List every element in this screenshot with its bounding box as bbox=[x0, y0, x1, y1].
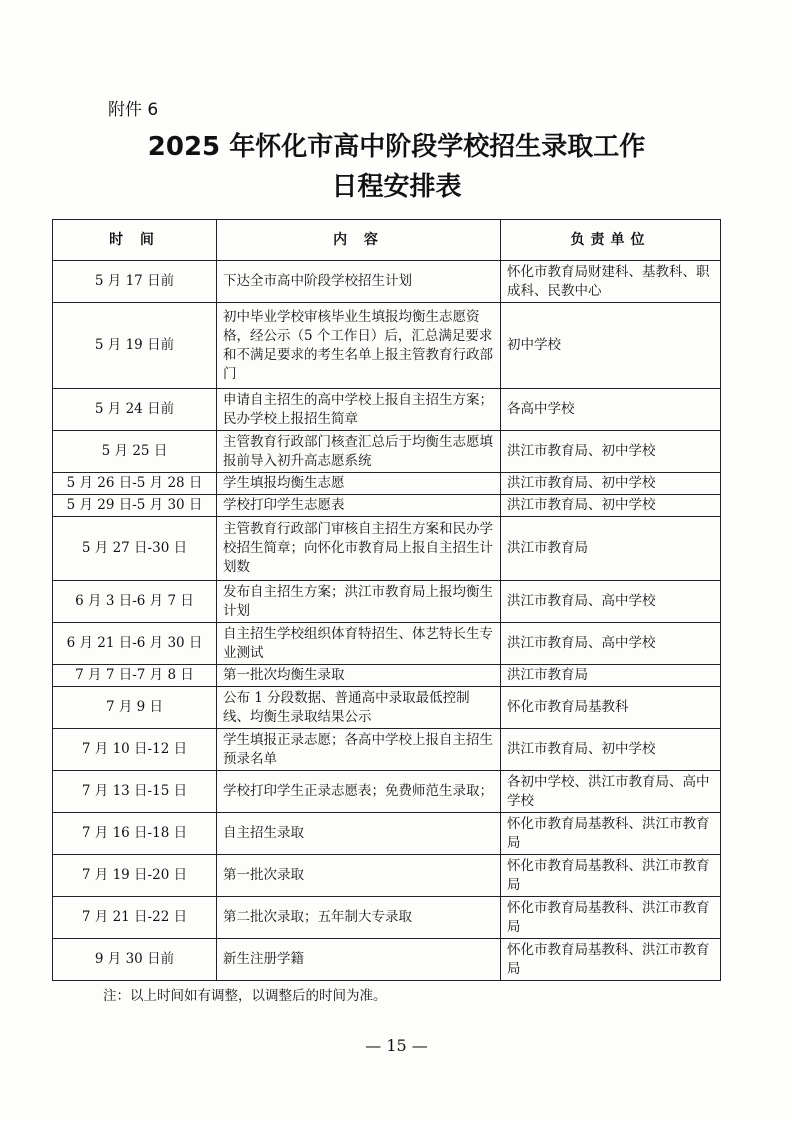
row-content: 主管教育行政部门核查汇总后于均衡生志愿填报前导入初升高志愿系统 bbox=[217, 431, 501, 473]
row-content: 申请自主招生的高中学校上报自主招生方案；民办学校上报招生简章 bbox=[217, 389, 501, 431]
row-unit: 洪江市教育局、初中学校 bbox=[501, 431, 721, 473]
row-content: 学校打印学生正录志愿表；免费师范生录取； bbox=[217, 771, 501, 813]
row-unit: 各高中学校 bbox=[501, 389, 721, 431]
row-unit: 洪江市教育局、初中学校 bbox=[501, 473, 721, 495]
row-unit: 怀化市教育局财建科、基教科、职成科、民教中心 bbox=[501, 261, 721, 303]
table-row bbox=[53, 729, 721, 771]
table-row bbox=[53, 495, 721, 517]
table-row bbox=[53, 581, 721, 623]
table-header-row bbox=[53, 220, 721, 261]
attachment-label: 附件 6 bbox=[108, 100, 159, 120]
row-content: 新生注册学籍 bbox=[217, 939, 501, 981]
row-time: 5 月 29 日-5 月 30 日 bbox=[53, 495, 217, 517]
row-content: 下达全市高中阶段学校招生计划 bbox=[217, 261, 501, 303]
row-time: 7 月 21 日-22 日 bbox=[53, 897, 217, 939]
table-row bbox=[53, 431, 721, 473]
row-content: 发布自主招生方案；洪江市教育局上报均衡生计划 bbox=[217, 581, 501, 623]
row-time: 7 月 7 日-7 月 8 日 bbox=[53, 665, 217, 687]
row-time: 7 月 13 日-15 日 bbox=[53, 771, 217, 813]
row-time: 5 月 26 日-5 月 28 日 bbox=[53, 473, 217, 495]
row-content: 自主招生录取 bbox=[217, 813, 501, 855]
table-row bbox=[53, 665, 721, 687]
row-content: 学校打印学生志愿表 bbox=[217, 495, 501, 517]
row-unit: 各初中学校、洪江市教育局、高中学校 bbox=[501, 771, 721, 813]
table-row bbox=[53, 897, 721, 939]
row-unit: 初中学校 bbox=[501, 303, 721, 389]
row-content: 第一批次均衡生录取 bbox=[217, 665, 501, 687]
row-unit: 怀化市教育局基教科、洪江市教育局 bbox=[501, 897, 721, 939]
row-time: 7 月 19 日-20 日 bbox=[53, 855, 217, 897]
table-row bbox=[53, 939, 721, 981]
row-content: 公布 1 分段数据、普通高中录取最低控制线、均衡生录取结果公示 bbox=[217, 687, 501, 729]
page-number: — 15 — bbox=[365, 1036, 428, 1055]
row-unit: 怀化市教育局基教科 bbox=[501, 687, 721, 729]
row-unit: 洪江市教育局 bbox=[501, 665, 721, 687]
row-content: 第一批次录取 bbox=[217, 855, 501, 897]
row-time: 9 月 30 日前 bbox=[53, 939, 217, 981]
table-row bbox=[53, 517, 721, 581]
row-unit: 洪江市教育局 bbox=[501, 517, 721, 581]
table-row bbox=[53, 813, 721, 855]
document-title-line1: 2025 年怀化市高中阶段学校招生录取工作 bbox=[147, 132, 646, 162]
row-time: 5 月 19 日前 bbox=[53, 303, 217, 389]
row-content: 初中毕业学校审核毕业生填报均衡生志愿资格，经公示（5 个工作日）后，汇总满足要求和不满足要求的考生名单上报主管教育行政部门 bbox=[217, 303, 501, 389]
row-unit: 怀化市教育局基教科、洪江市教育局 bbox=[501, 813, 721, 855]
row-unit: 洪江市教育局、高中学校 bbox=[501, 581, 721, 623]
row-time: 7 月 10 日-12 日 bbox=[53, 729, 217, 771]
row-time: 5 月 17 日前 bbox=[53, 261, 217, 303]
row-time: 7 月 9 日 bbox=[53, 687, 217, 729]
row-time: 6 月 3 日-6 月 7 日 bbox=[53, 581, 217, 623]
row-time: 5 月 24 日前 bbox=[53, 389, 217, 431]
row-unit: 怀化市教育局基教科、洪江市教育局 bbox=[501, 855, 721, 897]
table-row bbox=[53, 771, 721, 813]
table-row bbox=[53, 623, 721, 665]
row-content: 学生填报正录志愿；各高中学校上报自主招生预录名单 bbox=[217, 729, 501, 771]
row-time: 5 月 25 日 bbox=[53, 431, 217, 473]
table-row bbox=[53, 855, 721, 897]
row-content: 主管教育行政部门审核自主招生方案和民办学校招生简章；向怀化市教育局上报自主招生计划数 bbox=[217, 517, 501, 581]
header-content: 内 容 bbox=[217, 220, 501, 261]
header-unit: 负责单位 bbox=[501, 220, 721, 261]
table-row bbox=[53, 389, 721, 431]
table-row bbox=[53, 687, 721, 729]
row-time: 7 月 16 日-18 日 bbox=[53, 813, 217, 855]
header-time: 时 间 bbox=[53, 220, 217, 261]
table-row bbox=[53, 473, 721, 495]
row-time: 6 月 21 日-6 月 30 日 bbox=[53, 623, 217, 665]
row-content: 自主招生学校组织体育特招生、体艺特长生专业测试 bbox=[217, 623, 501, 665]
row-content: 第二批次录取；五年制大专录取 bbox=[217, 897, 501, 939]
document-title-line2: 日程安排表 bbox=[331, 172, 462, 202]
row-unit: 洪江市教育局、初中学校 bbox=[501, 495, 721, 517]
footnote: 注：以上时间如有调整，以调整后的时间为准。 bbox=[103, 988, 387, 1004]
schedule-table bbox=[52, 219, 721, 981]
row-content: 学生填报均衡生志愿 bbox=[217, 473, 501, 495]
row-unit: 洪江市教育局、高中学校 bbox=[501, 623, 721, 665]
table-row bbox=[53, 303, 721, 389]
table-row bbox=[53, 261, 721, 303]
row-time: 5 月 27 日-30 日 bbox=[53, 517, 217, 581]
row-unit: 怀化市教育局基教科、洪江市教育局 bbox=[501, 939, 721, 981]
row-unit: 洪江市教育局、初中学校 bbox=[501, 729, 721, 771]
